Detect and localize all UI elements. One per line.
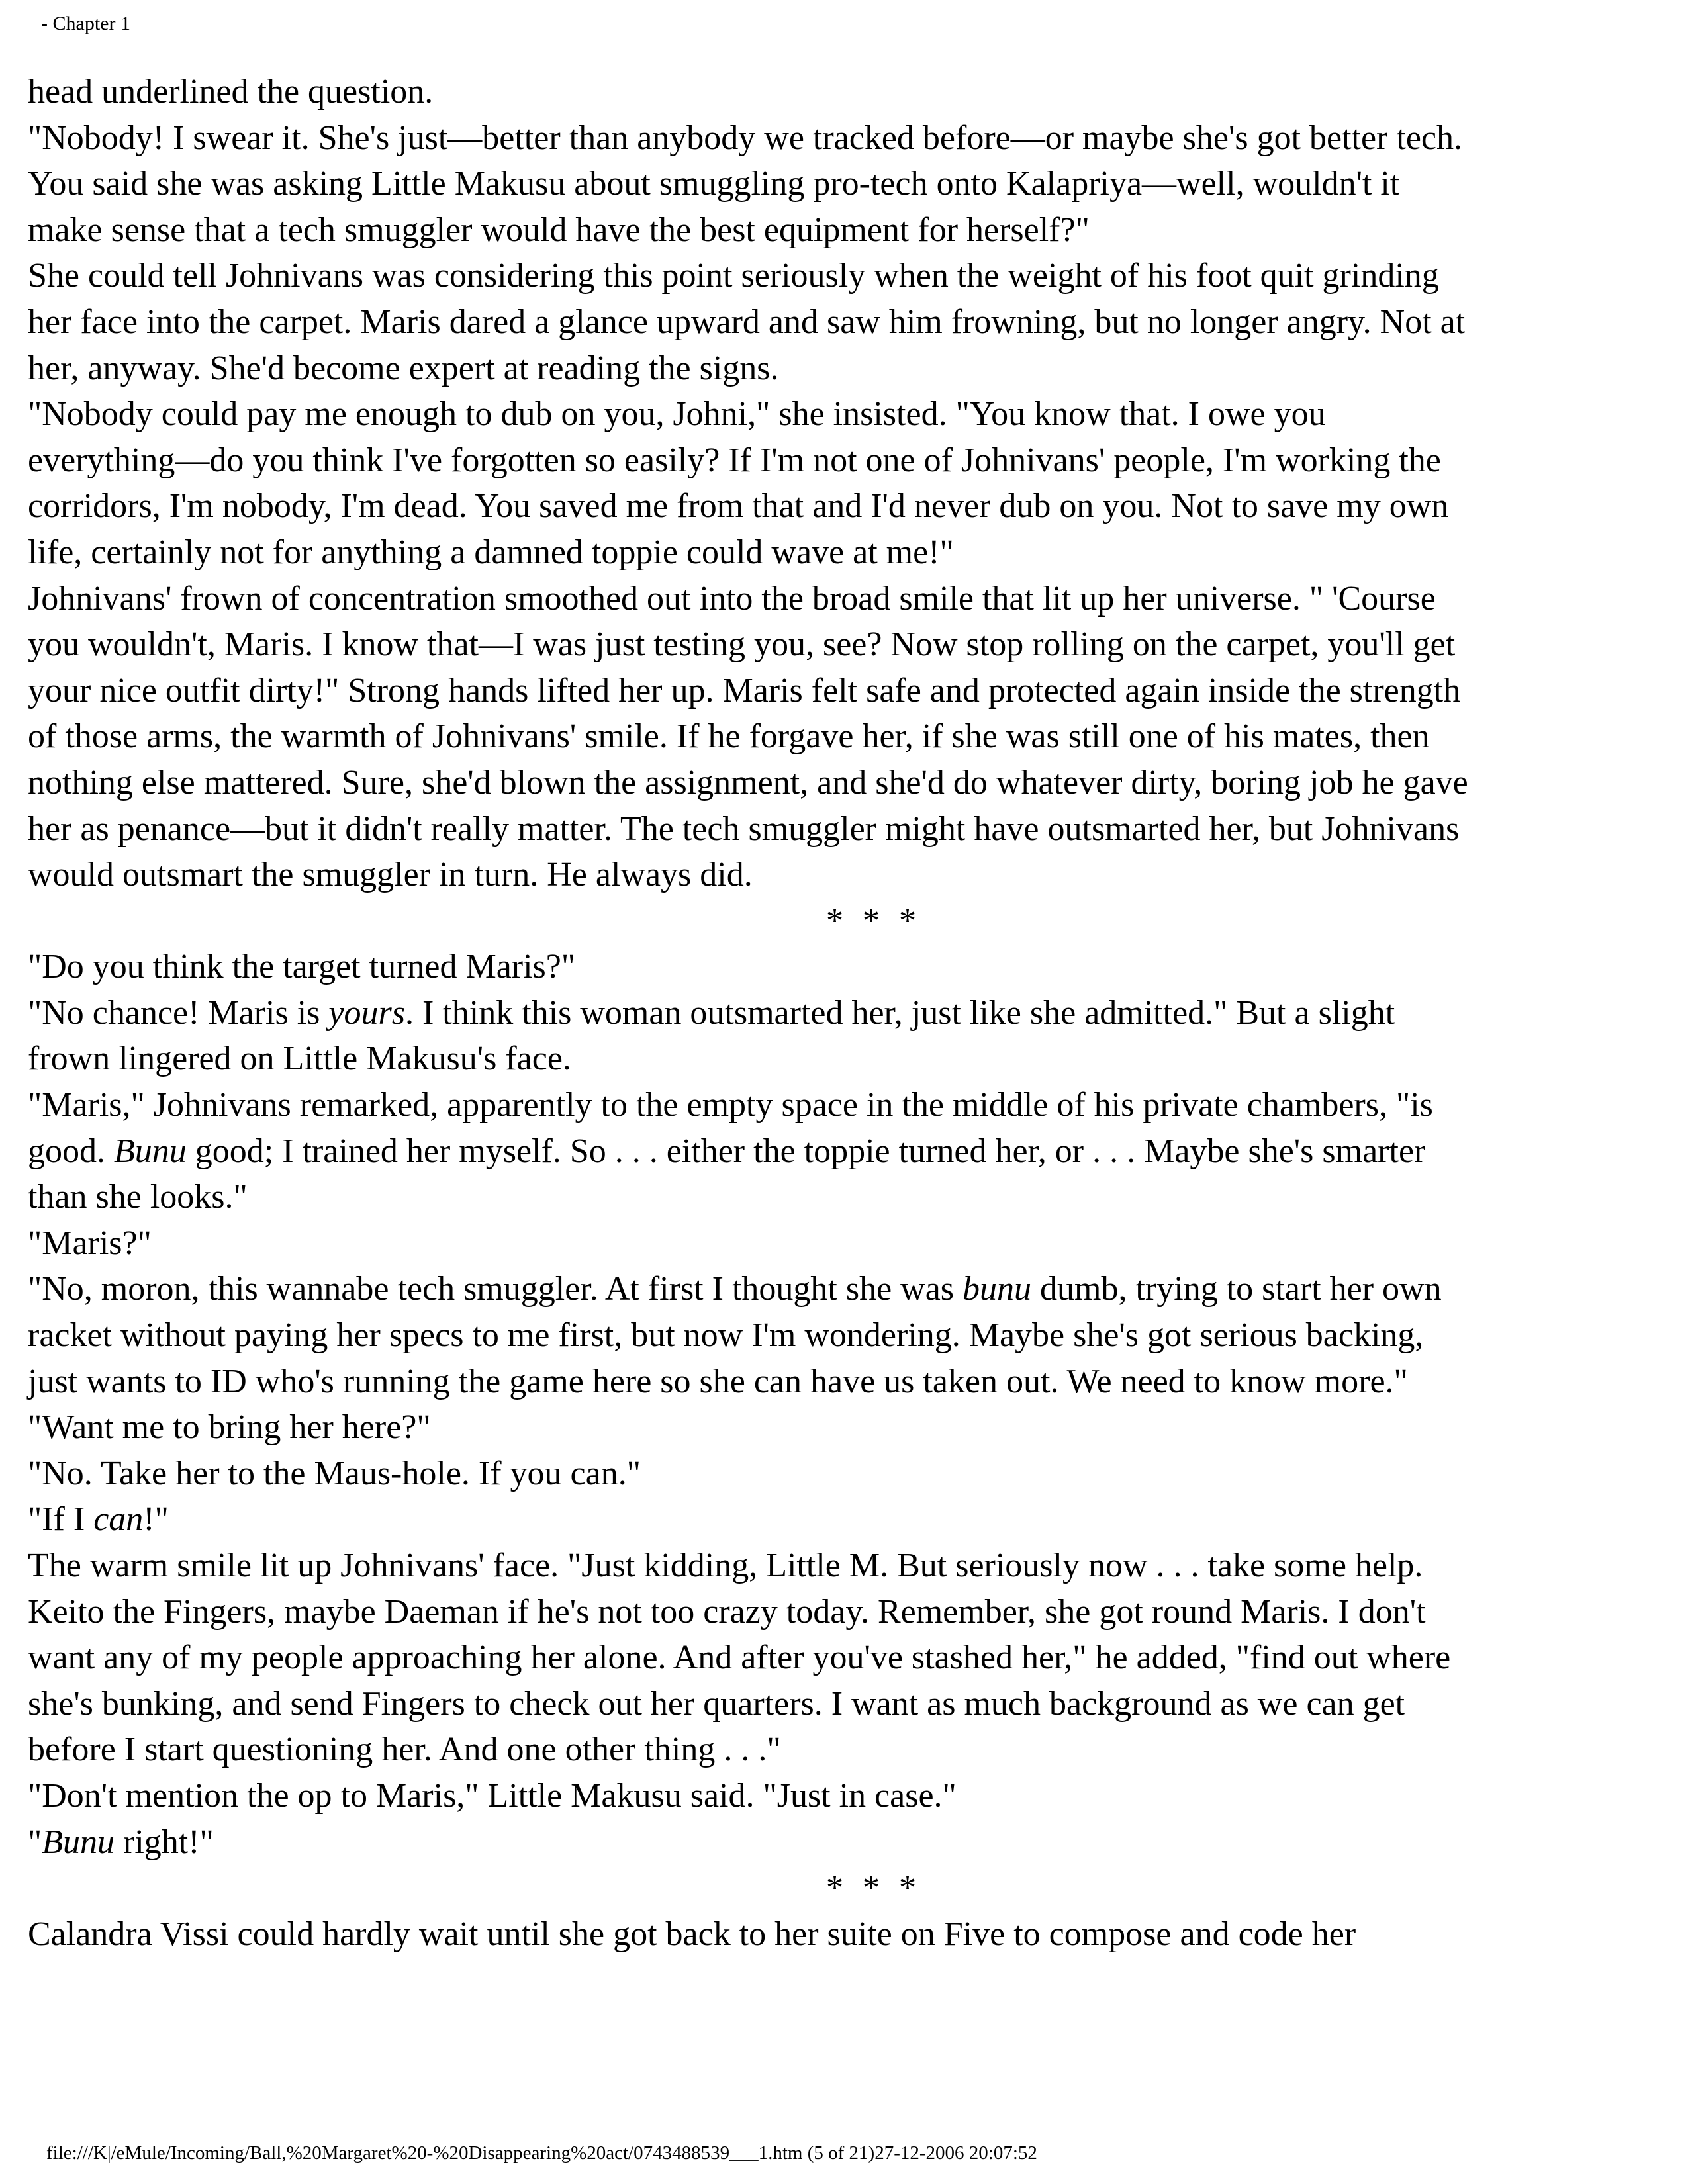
scene-break	[28, 898, 1643, 944]
text-line: "Maris," Johnivans remarked, apparently to the empty space in the middle of his private chambers, "is	[28, 1086, 1433, 1124]
scene-break	[28, 1865, 1643, 1911]
file-path-footer: file:///K|/eMule/Incoming/Ball,%20Margaret%20-%20Disappearing%20act/0743488539___1.htm (5 of 21)27-12-2006 20:07:52	[46, 2142, 1037, 2163]
paragraph	[28, 990, 1643, 1082]
scene-break-text: * * *	[826, 1869, 921, 1907]
paragraph	[28, 1451, 1643, 1497]
paragraph	[28, 576, 1643, 898]
text-run: !"	[143, 1500, 169, 1539]
paragraph	[28, 1543, 1643, 1773]
text-line	[28, 990, 1643, 1036]
text-line: frown lingered on Little Makusu's face.	[28, 1040, 571, 1078]
text-line: everything—do you think I've forgotten so easily? If I'm not one of Johnivans' people, I'm working the	[28, 441, 1441, 479]
text-line: you wouldn't, Maris. I know that—I was just testing you, see? Now stop rolling on the carpet, you'll get	[28, 625, 1456, 664]
emphasis-text: bunu	[962, 1270, 1032, 1308]
text-line	[28, 1266, 1643, 1312]
text-line: You said she was asking Little Makusu about smuggling pro-tech onto Kalapriya—well, wouldn't it	[28, 165, 1400, 203]
text-line: than she looks."	[28, 1178, 248, 1216]
paragraph	[28, 1496, 1643, 1543]
emphasis-text: Bunu	[42, 1823, 115, 1861]
text-line: "Do you think the target turned Maris?"	[28, 948, 576, 986]
text-line: would outsmart the smuggler in turn. He always did.	[28, 856, 753, 894]
text-line: The warm smile lit up Johnivans' face. "Just kidding, Little M. But seriously now . . . take some help.	[28, 1547, 1423, 1584]
text-line: make sense that a tech smuggler would have the best equipment for herself?"	[28, 210, 1090, 249]
paragraph	[28, 1819, 1643, 1866]
text-line: Keito the Fingers, maybe Daeman if he's not too crazy today. Remember, she got round Maris. I don't	[28, 1592, 1426, 1631]
paragraph	[28, 1404, 1643, 1451]
text-line: corridors, I'm nobody, I'm dead. You saved me from that and I'd never dub on you. Not to save my own	[28, 487, 1449, 525]
text-run: right!"	[115, 1823, 214, 1861]
text-line: "Maris?"	[28, 1224, 152, 1262]
text-run: "	[28, 1823, 42, 1861]
paragraph	[28, 69, 1643, 115]
text-line: your nice outfit dirty!" Strong hands lifted her up. Maris felt safe and protected again inside the strength	[28, 671, 1461, 709]
document-body	[28, 69, 1643, 1957]
text-line: her, anyway. She'd become expert at reading the signs.	[28, 349, 779, 387]
paragraph	[28, 253, 1643, 391]
scene-break-text: * * *	[826, 901, 921, 940]
text-line: "No. Take her to the Maus-hole. If you can."	[28, 1454, 641, 1492]
emphasis-text: yours	[328, 993, 405, 1032]
text-line: just wants to ID who's running the game here so she can have us taken out. We need to know more."	[28, 1362, 1408, 1400]
text-run: dumb, trying to start her own	[1031, 1270, 1442, 1308]
text-line: her as penance—but it didn't really matter. The tech smuggler might have outsmarted her, but Johnivans	[28, 809, 1460, 848]
text-line: nothing else mattered. Sure, she'd blown the assignment, and she'd do whatever dirty, boring job he gave	[28, 763, 1468, 801]
emphasis-text: can	[93, 1500, 144, 1539]
text-line: "Don't mention the op to Maris," Little Makusu said. "Just in case."	[28, 1776, 957, 1815]
text-run: "No chance! Maris is	[28, 993, 329, 1032]
text-line: Calandra Vissi could hardly wait until she got back to her suite on Five to compose and code her	[28, 1915, 1356, 1953]
text-line: want any of my people approaching her alone. And after you've stashed her," he added, "find out where	[28, 1639, 1451, 1677]
text-line: racket without paying her specs to me first, but now I'm wondering. Maybe she's got serious backing,	[28, 1316, 1424, 1355]
text-line: "Nobody! I swear it. She's just—better than anybody we tracked before—or maybe she's got better tech.	[28, 118, 1462, 157]
paragraph	[28, 391, 1643, 575]
emphasis-text: Bunu	[114, 1132, 187, 1170]
paragraph	[28, 1266, 1643, 1404]
paragraph	[28, 1773, 1643, 1819]
paragraph	[28, 1082, 1643, 1220]
chapter-header: - Chapter 1	[41, 13, 130, 34]
text-line: She could tell Johnivans was considering this point seriously when the weight of his foot quit grinding	[28, 257, 1439, 295]
paragraph	[28, 1911, 1643, 1958]
text-line	[28, 1128, 1643, 1175]
text-run: good.	[28, 1132, 114, 1170]
text-run: "No, moron, this wannabe tech smuggler. At first I thought she was	[28, 1270, 963, 1308]
text-line: before I start questioning her. And one other thing . . ."	[28, 1731, 781, 1769]
paragraph	[28, 1220, 1643, 1267]
paragraph	[28, 944, 1643, 990]
text-line: of those arms, the warmth of Johnivans' smile. If he forgave her, if she was still one of his mates, then	[28, 717, 1430, 756]
text-run: good; I trained her myself. So . . . either the toppie turned her, or . . . Maybe she's smarter	[186, 1132, 1426, 1170]
text-line: "Nobody could pay me enough to dub on you, Johni," she insisted. "You know that. I owe you	[28, 395, 1326, 433]
text-line	[28, 1819, 1643, 1866]
text-line: life, certainly not for anything a damned toppie could wave at me!"	[28, 533, 954, 571]
text-line: her face into the carpet. Maris dared a glance upward and saw him frowning, but no longer angry. Not at	[28, 302, 1466, 341]
text-line: Johnivans' frown of concentration smoothed out into the broad smile that lit up her universe. " 'Course	[28, 579, 1436, 617]
paragraph	[28, 115, 1643, 253]
text-line: head underlined the question.	[28, 73, 434, 111]
text-line: she's bunking, and send Fingers to check out her quarters. I want as much background as we can get	[28, 1684, 1405, 1723]
text-line: "Want me to bring her here?"	[28, 1408, 431, 1447]
text-run: . I think this woman outsmarted her, just like she admitted." But a slight	[404, 993, 1395, 1032]
text-line	[28, 1496, 1643, 1543]
text-run: "If I	[28, 1500, 94, 1539]
